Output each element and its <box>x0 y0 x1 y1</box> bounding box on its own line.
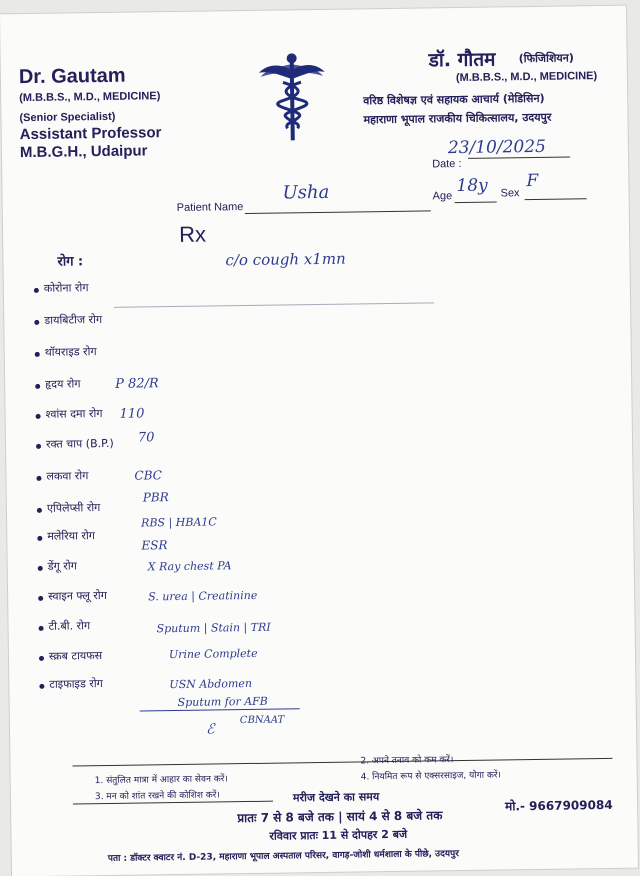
disease-malaria: मलेरिया रोग <box>47 529 96 543</box>
patient-name-line <box>245 210 431 214</box>
bullet <box>37 508 42 513</box>
signature-mark: ℰ <box>205 721 215 738</box>
test-urine: Urine Complete <box>168 646 258 662</box>
advice-1: 1. संतुलित मात्रा में आहार का सेवन करें। <box>94 774 228 787</box>
sex-line <box>525 198 587 200</box>
timing-weekday: प्रातः 7 से 8 बजे तक | सायं 4 से 8 बजे तक <box>237 808 443 826</box>
rog-heading: रोग : <box>57 254 84 270</box>
institution-en: M.B.G.H., Udaipur <box>19 142 148 162</box>
prescription-page <box>0 6 638 876</box>
disease-diabetes: डायबिटीज रोग <box>44 313 103 327</box>
clinic-address: पता : डॉक्टर क्वाटर नं. D-23, महाराणा भूपाल अस्पताल परिसर, वागड़-जोशी धर्मशाला के पीछे, उदयपुर <box>107 849 459 864</box>
pulse-note: P 82/R <box>115 376 159 392</box>
handwritten-underline <box>140 708 300 711</box>
test-cbc: CBC <box>134 468 162 483</box>
disease-bp: रक्त चाप (B.P.) <box>45 436 114 451</box>
bullet <box>39 656 44 661</box>
doctor-name-hi: डॉ. गौतम <box>428 48 496 72</box>
test-pbr: PBR <box>142 490 169 505</box>
specialty-en: (Senior Specialist) <box>19 110 116 125</box>
position-hi: वरिष्ठ विशेषज्ञ एवं सहायक आचार्य (मेडिसिन) <box>363 91 545 108</box>
sex-value: F <box>526 170 539 192</box>
bullet <box>39 626 44 631</box>
bullet <box>34 288 39 293</box>
bullet <box>39 684 44 689</box>
age-value: 18y <box>456 175 488 197</box>
footer-rule <box>73 758 613 767</box>
advice-3: 3. मन को शांत रखने की कोशिश करें। <box>94 790 220 803</box>
sex-label: Sex <box>500 187 520 200</box>
age-label: Age <box>432 190 453 203</box>
age-line <box>455 201 497 203</box>
bullet <box>35 384 40 389</box>
date-label: Date : <box>432 157 462 171</box>
institution-hi: महाराणा भूपाल राजकीय चिकित्सालय, उदयपुर <box>363 110 552 127</box>
test-xray: X Ray chest PA <box>147 559 232 574</box>
bullet <box>38 596 43 601</box>
patient-name-value: Usha <box>282 181 330 204</box>
rx-symbol: Rx <box>178 221 207 247</box>
disease-asthma: श्वांस दमा रोग <box>45 407 103 421</box>
bullet <box>36 444 41 449</box>
date-line <box>468 156 570 158</box>
disease-dengue: डेंगू रोग <box>47 559 77 573</box>
disease-thyroid: थॉयराइड रोग <box>44 345 97 359</box>
doctor-name-en: Dr. Gautam <box>18 64 126 89</box>
bullet <box>36 476 41 481</box>
test-sputum-afb: Sputum for AFB <box>177 694 268 709</box>
disease-scrub-typhus: स्क्रब टायफस <box>48 649 103 663</box>
test-urea: S. urea | Creatinine <box>148 588 258 604</box>
test-rbs: RBS | HBA1C <box>141 515 217 530</box>
patient-name-label: Patient Name <box>176 201 244 214</box>
mobile-number: मो.- 9667909084 <box>505 797 613 814</box>
test-esr: ESR <box>141 538 168 553</box>
timing-sunday: रविवार प्रातः 11 से दोपहर 2 बजे <box>269 827 408 843</box>
test-usg: USN Abdomen <box>169 676 253 692</box>
disease-heart: हृदय रोग <box>45 377 81 391</box>
date-value: 23/10/2025 <box>447 136 547 159</box>
caduceus-icon <box>259 52 326 145</box>
degrees-right: (M.B.B.S., M.D., MEDICINE) <box>455 70 598 85</box>
bullet <box>36 414 41 419</box>
bullet <box>38 566 43 571</box>
position-en: Assistant Professor <box>19 124 162 144</box>
disease-tb: टी.बी. रोग <box>48 619 91 633</box>
advice-2: 2. अपने तनाव को कम करें। <box>360 755 454 767</box>
disease-swine-flu: स्वाइन फ्लू रोग <box>48 588 108 603</box>
timing-title: मरीज देखने का समय <box>292 790 380 805</box>
test-cbnaat: CBNAAT <box>239 714 285 727</box>
bp-top: 110 <box>119 406 145 422</box>
bp-bottom: 70 <box>137 430 155 446</box>
degrees-en: (M.B.B.S., M.D., MEDICINE) <box>19 90 161 105</box>
test-sputum-stain: Sputum | Stain | TRI <box>156 620 271 636</box>
role-hi: (फिजिशियन) <box>518 51 574 66</box>
disease-paralysis: लकवा रोग <box>46 469 89 483</box>
disease-epilepsy: एपिलेप्सी रोग <box>46 501 101 515</box>
advice-4: 4. नियमित रूप से एक्सरसाइज, योगा करें। <box>360 770 502 783</box>
disease-corona: कोरोना रोग <box>43 281 89 295</box>
bullet <box>34 320 39 325</box>
disease-typhoid: टाइफाइड रोग <box>49 677 103 691</box>
separator-line <box>114 302 434 307</box>
bullet <box>37 536 42 541</box>
bullet <box>35 352 40 357</box>
complaint-note: c/o cough x1mn <box>225 249 346 270</box>
